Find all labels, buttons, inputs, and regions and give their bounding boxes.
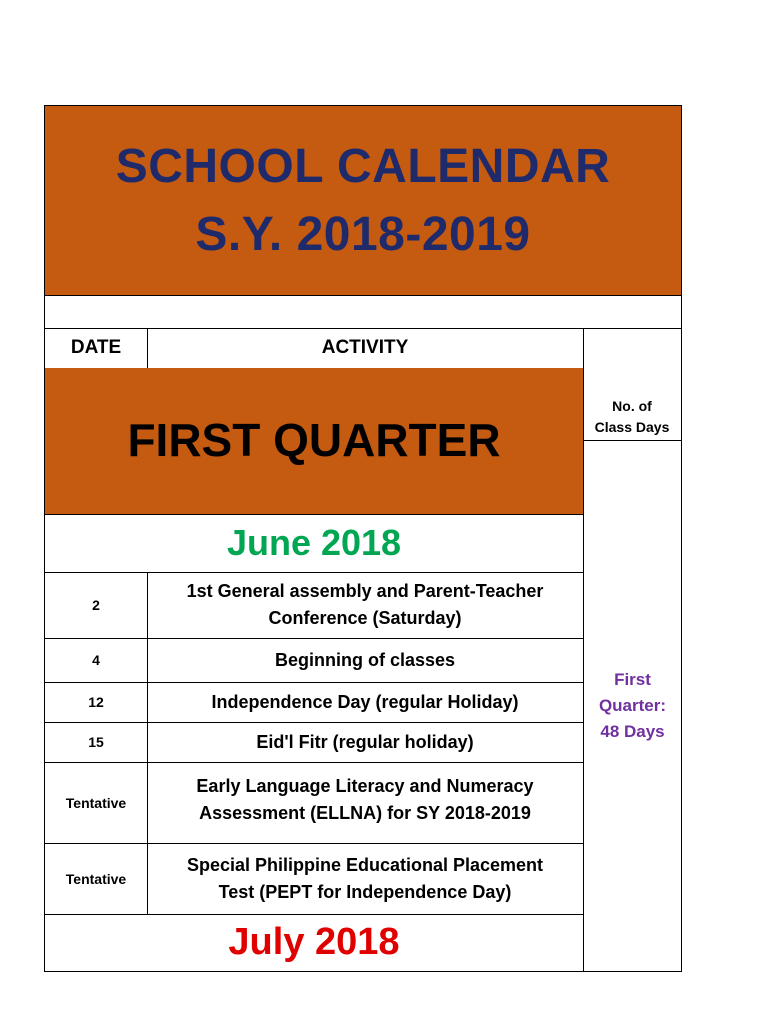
event-activity-line1: 1st General assembly and Parent-Teacher — [186, 581, 544, 601]
event-date: Tentative — [44, 762, 148, 844]
first-quarter-days-cell — [583, 440, 682, 972]
first-quarter-banner: FIRST QUARTER — [44, 368, 584, 515]
calendar-title-line2: S.Y. 2018-2019 — [195, 207, 531, 261]
event-activity — [147, 762, 584, 844]
calendar-title-block — [44, 105, 682, 296]
event-date: Tentative — [44, 843, 148, 915]
event-date: 15 — [44, 722, 148, 763]
event-activity — [147, 682, 584, 723]
event-activity — [147, 722, 584, 763]
class-days-header-line1: No. of — [612, 398, 652, 414]
event-activity-line1: Eid'l Fitr (regular holiday) — [256, 731, 474, 752]
month-heading-june: June 2018 — [44, 514, 584, 573]
quarter-days-line3: 48 Days — [600, 721, 665, 741]
class-days-header-line2: Class Days — [594, 419, 670, 435]
calendar-title-line1: SCHOOL CALENDAR — [115, 139, 611, 193]
event-date: 4 — [44, 638, 148, 683]
activity-column-header: ACTIVITY — [147, 328, 584, 369]
spacer-row — [44, 295, 682, 329]
event-activity-line2: Test (PEPT for Independence Day) — [218, 881, 512, 902]
event-activity-line2: Conference (Saturday) — [268, 608, 462, 628]
event-activity-line1: Independence Day (regular Holiday) — [211, 691, 519, 712]
event-date: 2 — [44, 572, 148, 639]
event-activity — [147, 638, 584, 683]
event-activity-line2: Assessment (ELLNA) for SY 2018-2019 — [199, 802, 531, 823]
event-activity-line1: Early Language Literacy and Numeracy — [196, 775, 534, 796]
class-days-header — [583, 328, 682, 441]
event-activity — [147, 843, 584, 915]
date-column-header: DATE — [44, 328, 148, 369]
quarter-days-line1: First — [614, 669, 651, 689]
month-heading-july: July 2018 — [44, 914, 584, 972]
event-activity-line1: Beginning of classes — [274, 649, 456, 670]
event-activity — [147, 572, 584, 639]
event-date: 12 — [44, 682, 148, 723]
event-activity-line1: Special Philippine Educational Placement — [186, 854, 544, 875]
quarter-days-line2: Quarter: — [598, 695, 667, 715]
